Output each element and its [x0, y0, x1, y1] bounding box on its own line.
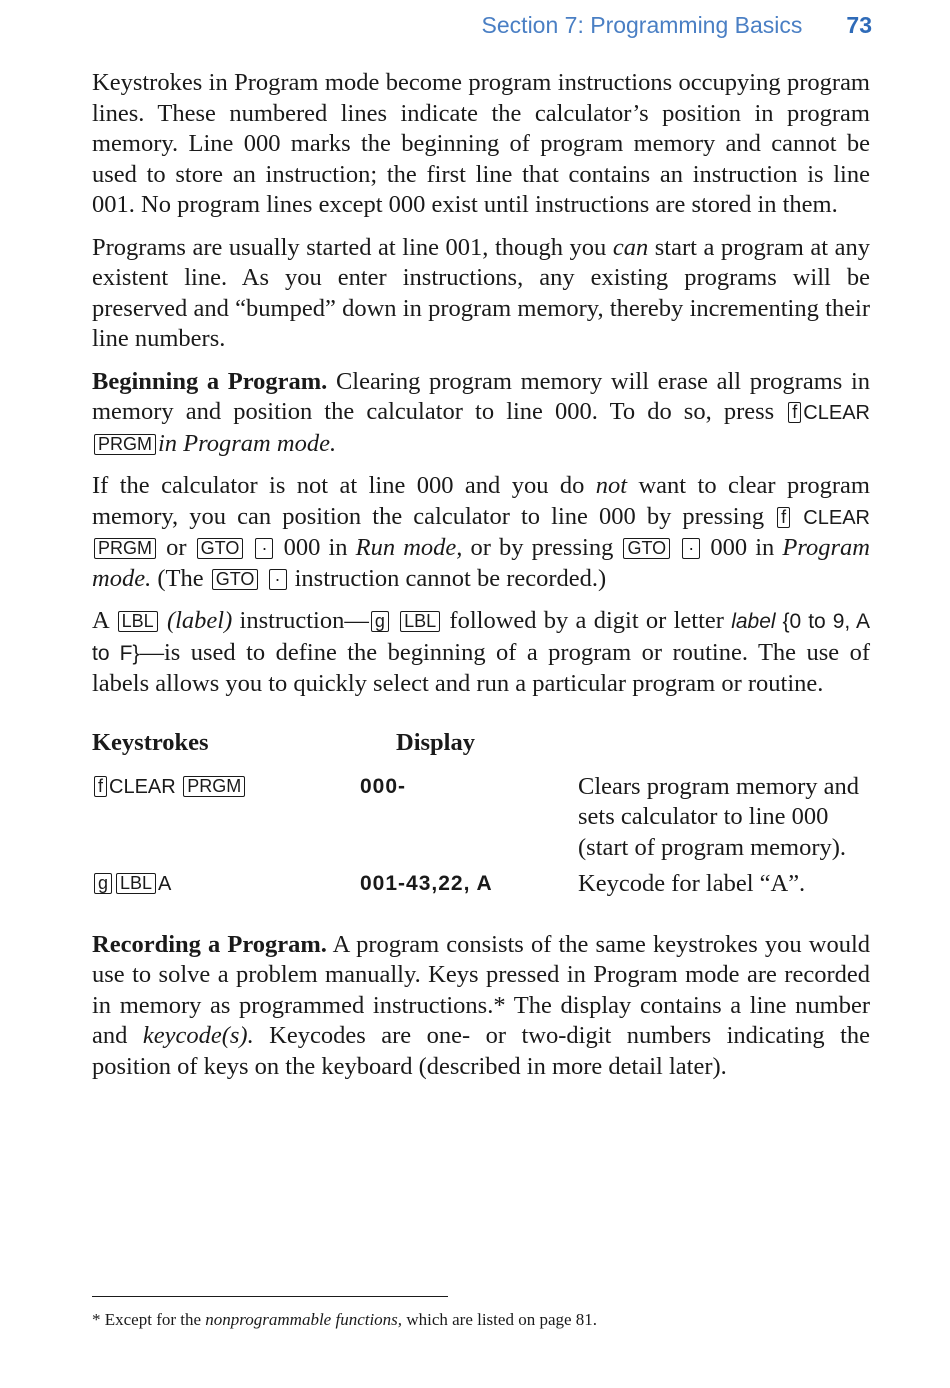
- paragraph-recording-program: [92, 930, 870, 1083]
- emphasis: nonprogrammable functions,: [205, 1310, 403, 1329]
- emphasis: (label): [166, 607, 233, 634]
- text: followed by a digit or letter: [442, 607, 732, 634]
- text: Clearing program memory will erase all programs in memory and position the calculator to line 000. To do so, press: [92, 367, 871, 425]
- label-range: {0 to 9, A to F}: [92, 610, 871, 665]
- text: or by pressing: [462, 534, 622, 561]
- lbl-key: LBL: [116, 873, 156, 894]
- lbl-key: LBL: [118, 611, 158, 632]
- text: start a program at any existent line. As you enter instructions, any existing programs will be preserved and “bumped” down in program memory, thereby incrementing their line numbers.: [92, 233, 870, 352]
- label-letter: A: [158, 873, 172, 895]
- emphasis: keycode(s).: [142, 1022, 254, 1049]
- text: A program consists of the same keystrokes you would use to solve a problem manually. Keys pressed in Program mode are recorded in memory as programmed instructions.* The display contains a line number and: [92, 930, 870, 1049]
- footnote-divider: [92, 1296, 448, 1297]
- keystroke-sequence: [92, 869, 171, 900]
- emphasis: Program mode.: [92, 534, 870, 592]
- clear-label: CLEAR: [803, 402, 870, 424]
- paragraph-program-lines: [92, 68, 870, 221]
- subheading: Beginning a Program.: [92, 367, 328, 395]
- text: * Except for the: [92, 1310, 206, 1329]
- lbl-key: LBL: [400, 611, 440, 632]
- text: want to clear program memory, you can position the calculator to line 000 by pressing: [92, 472, 870, 530]
- g-key: g: [94, 873, 112, 894]
- clear-label: CLEAR: [803, 506, 870, 529]
- g-key: g: [371, 611, 389, 632]
- label-term: label: [731, 610, 776, 633]
- text: A: [92, 607, 116, 634]
- table-row: [92, 772, 870, 864]
- paragraph-position-line-000: [92, 471, 870, 594]
- row-description: Keycode for label “A”.: [578, 870, 806, 897]
- decimal-point-key: ·: [269, 569, 287, 590]
- text: instruction—: [232, 607, 369, 634]
- table-row: [92, 869, 870, 900]
- prgm-key: PRGM: [183, 776, 245, 797]
- paragraph-text: Keystrokes in Program mode become program instructions occupying program lines. These numbered lines indicate the calculator’s position in program memory. Line 000 marks the beginning of program memory and cannot be used to store an instruction; the first line that contains an instruction is line 001. No program lines except 000 exist until instructions are stored in them.: [92, 69, 870, 218]
- display-value: 000-: [360, 774, 407, 798]
- decimal-point-key: ·: [255, 538, 273, 559]
- emphasis: Run mode,: [355, 534, 463, 561]
- display-column-header: Display: [396, 728, 475, 756]
- text: or: [158, 534, 195, 561]
- page-header: [482, 12, 872, 39]
- paragraph-label-instruction: [92, 606, 870, 700]
- keystroke-table: [92, 728, 870, 900]
- keystroke-sequence: [92, 772, 247, 803]
- gto-key: GTO: [197, 538, 244, 559]
- text: instruction cannot be recorded.): [288, 564, 607, 592]
- clear-label: CLEAR: [109, 775, 176, 798]
- text: 000 in: [275, 534, 356, 561]
- decimal-point-key: ·: [682, 538, 700, 559]
- page-number: 73: [846, 12, 872, 38]
- f-key: f: [94, 776, 107, 797]
- text: 000 in: [702, 534, 783, 561]
- gto-key: GTO: [212, 569, 259, 590]
- row-description: Clears program memory and sets calculator to line 000 (start of program memory).: [578, 772, 859, 861]
- text: Programs are usually started at line 001, though you: [92, 233, 613, 261]
- table-header: [92, 728, 870, 764]
- page-body: [92, 68, 870, 1094]
- subheading: Recording a Program.: [92, 930, 327, 958]
- prgm-key: PRGM: [94, 434, 156, 455]
- paragraph-beginning-program: [92, 367, 870, 460]
- emphasis: not: [595, 472, 628, 499]
- text: Keycodes are one- or two-digit numbers indicating the position of keys on the keyboard (described in more detail later).: [92, 1022, 870, 1080]
- emphasis: can: [612, 233, 649, 261]
- paragraph-starting-lines: [92, 233, 870, 355]
- text: —is used to define the beginning of a program or routine. The use of labels allows you to quickly select and run a particular program or routine.: [92, 638, 870, 697]
- gto-key: GTO: [623, 538, 670, 559]
- text: If the calculator is not at line 000 and you do: [92, 472, 596, 499]
- keystrokes-column-header: Keystrokes: [92, 728, 209, 756]
- emphasis: in Program mode.: [158, 429, 337, 457]
- prgm-key: PRGM: [94, 538, 156, 559]
- footnote: [92, 1310, 597, 1330]
- text: (The: [151, 564, 210, 592]
- text: which are listed on page 81.: [402, 1310, 598, 1329]
- display-value: 001-43,22, A: [360, 872, 493, 895]
- section-title: Section 7: Programming Basics: [481, 12, 803, 38]
- f-key: f: [788, 402, 801, 423]
- f-key: f: [777, 507, 790, 528]
